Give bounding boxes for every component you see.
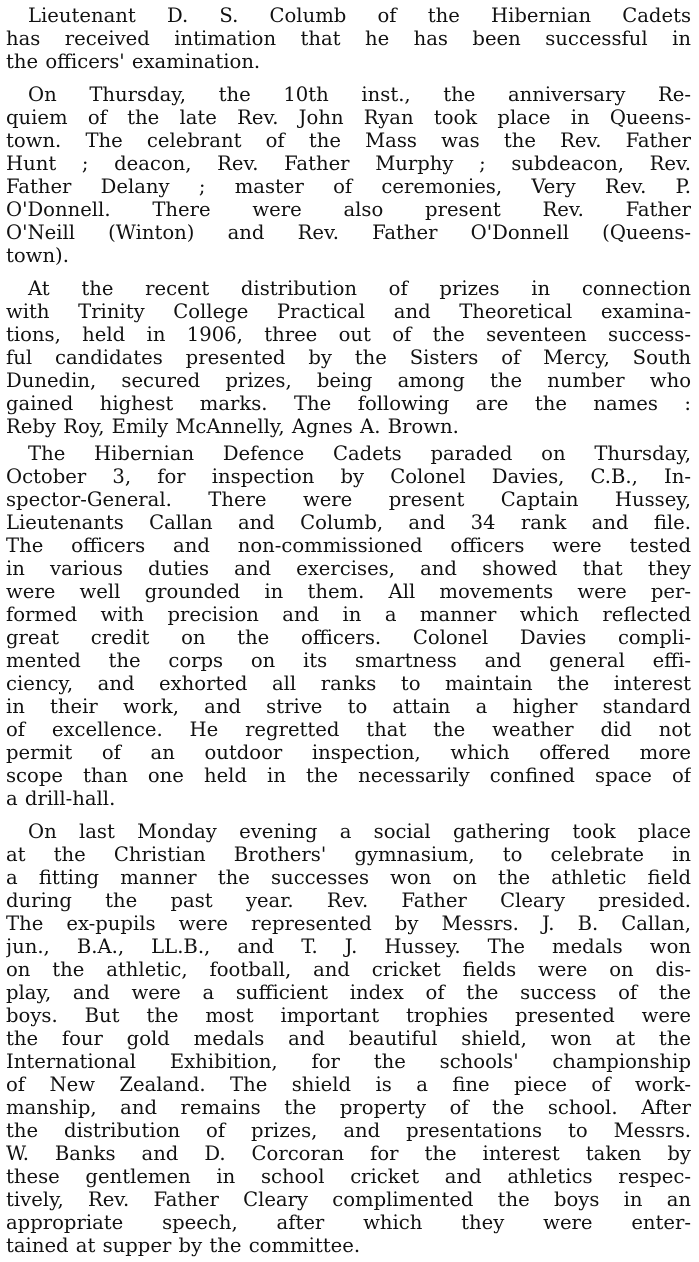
text-line: at the Christian Brothers' gymnasium, to celebrate in — [6, 843, 691, 866]
text-line: permit of an outdoor inspection, which offered more — [6, 741, 691, 764]
text-line: W. Banks and D. Corcoran for the interest taken by — [6, 1142, 691, 1165]
text-line: in various duties and exercises, and showed that they — [6, 557, 691, 580]
paragraph-requiem — [6, 83, 691, 267]
text-line: the distribution of prizes, and presentations to Messrs. — [6, 1119, 691, 1142]
text-line: quiem of the late Rev. John Ryan took place in Queens- — [6, 106, 691, 129]
text-line: At the recent distribution of prizes in connection — [28, 277, 691, 300]
text-line: O'Neill (Winton) and Rev. Father O'Donnell (Queens- — [6, 221, 691, 244]
text-line: appropriate speech, after which they were enter- — [6, 1211, 691, 1234]
text-line: formed with precision and in a manner which reflected — [6, 603, 691, 626]
text-line: a fitting manner the successes won on the athletic field — [6, 866, 691, 889]
text-line: has received intimation that he has been successful in — [6, 27, 691, 50]
text-line: great credit on the officers. Colonel Davies compli- — [6, 626, 691, 649]
text-line: tions, held in 1906, three out of the seventeen success- — [6, 323, 691, 346]
text-line: during the past year. Rev. Father Cleary presided. — [6, 889, 691, 912]
text-line: The ex-pupils were represented by Messrs. J. B. Callan, — [6, 912, 691, 935]
text-line: tively, Rev. Father Cleary complimented the boys in an — [6, 1188, 691, 1211]
text-line: play, and were a sufficient index of the success of the — [6, 981, 691, 1004]
text-line: On Thursday, the 10th inst., the anniversary Re- — [28, 83, 691, 106]
text-line: Dunedin, secured prizes, being among the number who — [6, 369, 691, 392]
paragraph-defence-cadets — [6, 442, 691, 810]
text-line: manship, and remains the property of the school. After — [6, 1096, 691, 1119]
text-line: Lieutenants Callan and Columb, and 34 rank and file. — [6, 511, 691, 534]
paragraph-trinity-prizes — [6, 277, 691, 438]
text-line: were well grounded in them. All movements were per- — [6, 580, 691, 603]
text-line: Lieutenant D. S. Columb of the Hibernian Cadets — [28, 4, 691, 27]
text-line: a drill-hall. — [6, 787, 116, 810]
text-line: Reby Roy, Emily McAnnelly, Agnes A. Brown. — [6, 415, 459, 438]
text-line: tained at supper by the committee. — [6, 1234, 361, 1257]
text-line: ciency, and exhorted all ranks to maintain the interest — [6, 672, 691, 695]
text-line: the four gold medals and beautiful shield, won at the — [6, 1027, 691, 1050]
text-line: International Exhibition, for the schools' championship — [6, 1050, 691, 1073]
text-line: of New Zealand. The shield is a fine piece of work- — [6, 1073, 691, 1096]
paragraph-social-gathering — [6, 820, 691, 1257]
text-line: the officers' examination. — [6, 50, 261, 73]
text-line: with Trinity College Practical and Theoretical examina- — [6, 300, 691, 323]
text-line: scope than one held in the necessarily confined space of — [6, 764, 691, 787]
text-line: town). — [6, 244, 69, 267]
text-line: these gentlemen in school cricket and athletics respec- — [6, 1165, 691, 1188]
text-line: The officers and non-commissioned officers were tested — [6, 534, 691, 557]
text-line: on the athletic, football, and cricket fields were on dis- — [6, 958, 691, 981]
paragraph-cadets-examination — [6, 4, 691, 73]
text-line: gained highest marks. The following are the names : — [6, 392, 691, 415]
text-line: in their work, and strive to attain a higher standard — [6, 695, 691, 718]
text-line: town. The celebrant of the Mass was the Rev. Father — [6, 129, 691, 152]
text-line: O'Donnell. There were also present Rev. Father — [6, 198, 691, 221]
text-line: Hunt ; deacon, Rev. Father Murphy ; subdeacon, Rev. — [6, 152, 691, 175]
text-line: spector-General. There were present Captain Hussey, — [6, 488, 691, 511]
text-line: of excellence. He regretted that the weather did not — [6, 718, 691, 741]
text-line: Father Delany ; master of ceremonies, Very Rev. P. — [6, 175, 691, 198]
text-line: The Hibernian Defence Cadets paraded on Thursday, — [28, 442, 691, 465]
text-line: mented the corps on its smartness and general effi- — [6, 649, 691, 672]
text-line: jun., B.A., LL.B., and T. J. Hussey. The medals won — [6, 935, 691, 958]
text-line: ful candidates presented by the Sisters of Mercy, South — [6, 346, 691, 369]
text-line: On last Monday evening a social gathering took place — [28, 820, 691, 843]
text-line: boys. But the most important trophies presented were — [6, 1004, 691, 1027]
text-line: October 3, for inspection by Colonel Davies, C.B., In- — [6, 465, 691, 488]
